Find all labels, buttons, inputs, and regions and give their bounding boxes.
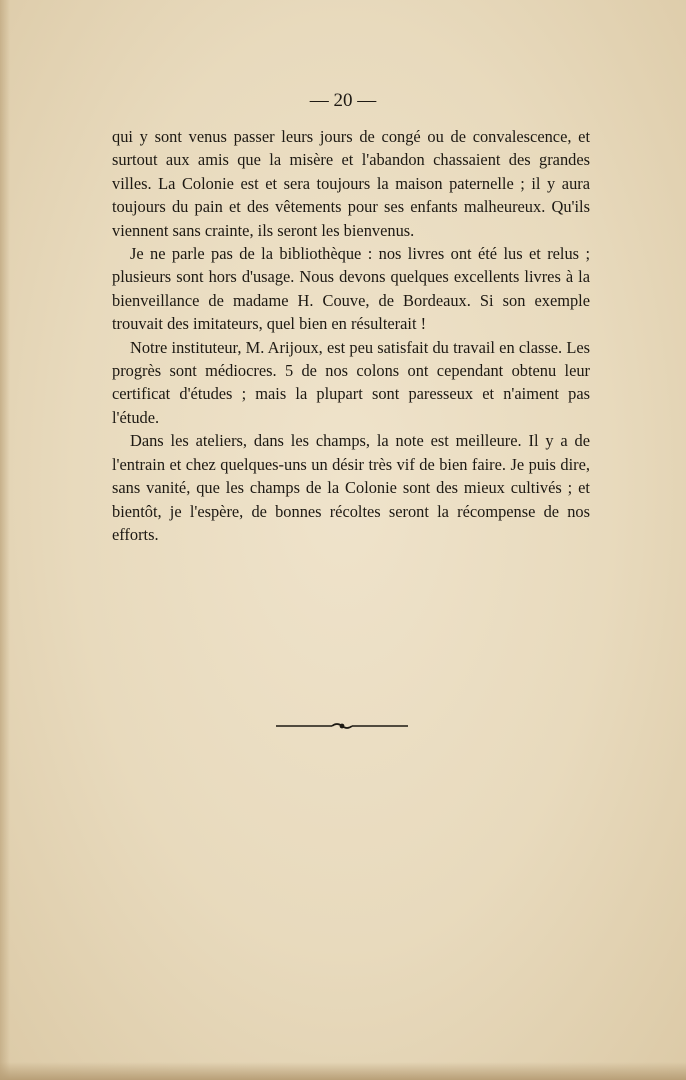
paragraph: Dans les ateliers, dans les champs, la note est meilleure. Il y a de l'entrain et chez quelques-uns un désir très vif de bien faire. Je puis dire, sans vanité, que les champs de la Colonie sont des mieux cultivés ; et bientôt, je l'espère, de bonnes récoltes seront la récompense de nos efforts. — [112, 431, 590, 544]
ornament-divider — [272, 718, 412, 734]
page-number-header: — 20 — — [309, 90, 377, 111]
body-text — [112, 125, 590, 546]
paragraph: qui y sont venus passer leurs jours de congé ou de convalescence, et surtout aux amis que la misère et l'abandon chassaient des grandes villes. La Colonie est et sera toujours la maison paternelle ; il y aura toujours du pain et des vêtements pour ses enfants malheureux. Qu'ils viennent sans crainte, ils seront les bienvenus. — [112, 127, 590, 240]
page-bottom-shadow — [0, 1062, 686, 1080]
paragraph: Notre instituteur, M. Arijoux, est peu satisfait du travail en classe. Les progrès sont médiocres. 5 de nos colons ont cependant obtenu leur certificat d'études ; mais la plupart sont paresseux et n'aiment pas l'étude. — [112, 337, 590, 427]
paragraph: Je ne parle pas de la bibliothèque : nos livres ont été lus et relus ; plusieurs sont hors d'usage. Nous devons quelques excellents livres à la bienveillance de madame H. Couve, de Bordeaux. Si son exemple trouvait des imitateurs, quel bien en résulterait ! — [112, 244, 590, 334]
page-edge-shadow — [0, 0, 10, 1080]
